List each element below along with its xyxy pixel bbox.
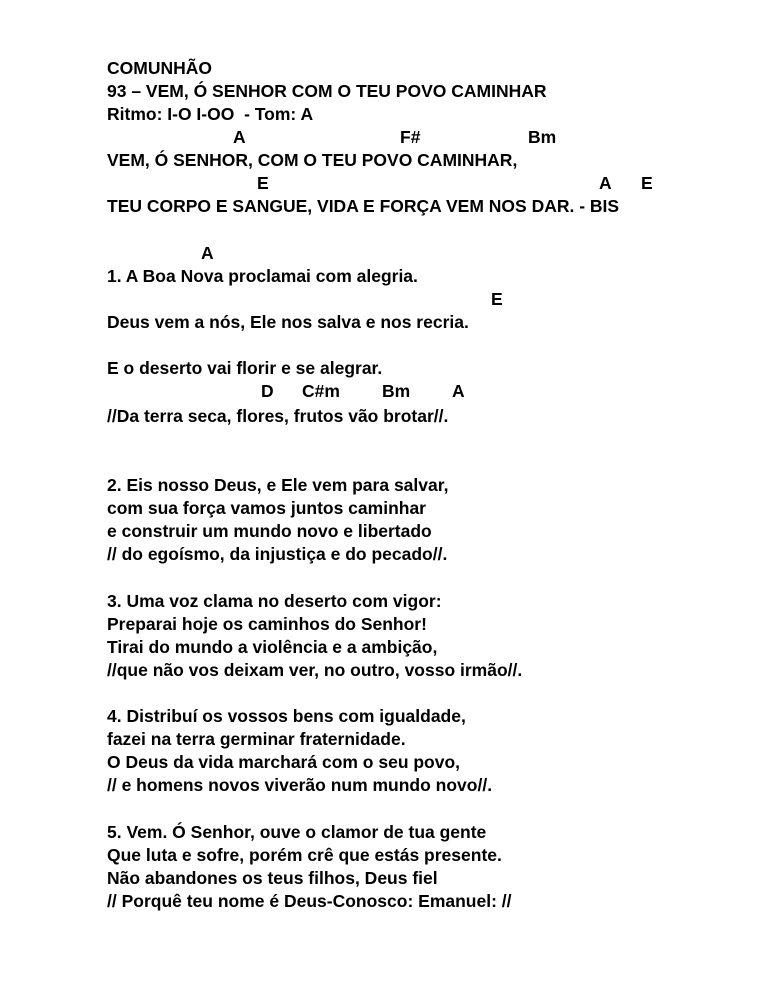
- verse-line: // do egoísmo, da injustiça e do pecado//.: [107, 544, 448, 564]
- chord: Bm: [528, 127, 557, 147]
- chord: E: [257, 173, 269, 193]
- chord: C#m: [302, 381, 340, 401]
- verse-line: Não abandones os teus filhos, Deus fiel: [107, 868, 438, 888]
- verse-line: e construir um mundo novo e libertado: [107, 521, 432, 541]
- verse-line: Deus vem a nós, Ele nos salva e nos recria.: [107, 312, 469, 332]
- verse-line: //que não vos deixam ver, no outro, vosso irmão//.: [107, 660, 523, 680]
- chord: E: [491, 289, 503, 309]
- chord: A: [233, 127, 246, 147]
- chord: Bm: [382, 381, 411, 401]
- section-heading: COMUNHÃO: [107, 58, 212, 78]
- verse-line: O Deus da vida marchará com o seu povo,: [107, 752, 461, 772]
- chord: A: [599, 173, 612, 193]
- verse-line: // e homens novos viverão num mundo novo//.: [107, 775, 493, 795]
- verse-line: fazei na terra germinar fraternidade.: [107, 729, 406, 749]
- chord: E: [641, 173, 653, 193]
- verse-line: com sua força vamos juntos caminhar: [107, 498, 426, 518]
- refrain-line: VEM, Ó SENHOR, COM O TEU POVO CAMINHAR,: [107, 150, 518, 170]
- verse-line: 2. Eis nosso Deus, e Ele vem para salvar,: [107, 475, 449, 495]
- song-title: 93 – VEM, Ó SENHOR COM O TEU POVO CAMINHAR: [107, 81, 547, 101]
- verse-line: 4. Distribuí os vossos bens com igualdade,: [107, 706, 466, 726]
- verse-line: 3. Uma voz clama no deserto com vigor:: [107, 591, 442, 611]
- verse-line: E o deserto vai florir e se alegrar.: [107, 358, 383, 378]
- chord: A: [452, 381, 465, 401]
- chord: A: [201, 243, 214, 263]
- chord: F#: [400, 127, 421, 147]
- refrain-line: TEU CORPO E SANGUE, VIDA E FORÇA VEM NOS DAR. - BIS: [107, 196, 620, 216]
- verse-line: Tirai do mundo a violência e a ambição,: [107, 637, 438, 657]
- verse-line: //Da terra seca, flores, frutos vão brotar//.: [107, 406, 449, 426]
- verse-line: 1. A Boa Nova proclamai com alegria.: [107, 266, 418, 286]
- verse-line: 5. Vem. Ó Senhor, ouve o clamor de tua gente: [107, 822, 487, 842]
- verse-line: Que luta e sofre, porém crê que estás presente.: [107, 845, 502, 865]
- rhythm-key-line: Ritmo: I-O I-OO - Tom: A: [107, 104, 314, 124]
- verse-line: Preparai hoje os caminhos do Senhor!: [107, 614, 427, 634]
- chord: D: [261, 381, 274, 401]
- verse-line: // Porquê teu nome é Deus-Conosco: Emanuel: //: [107, 891, 512, 911]
